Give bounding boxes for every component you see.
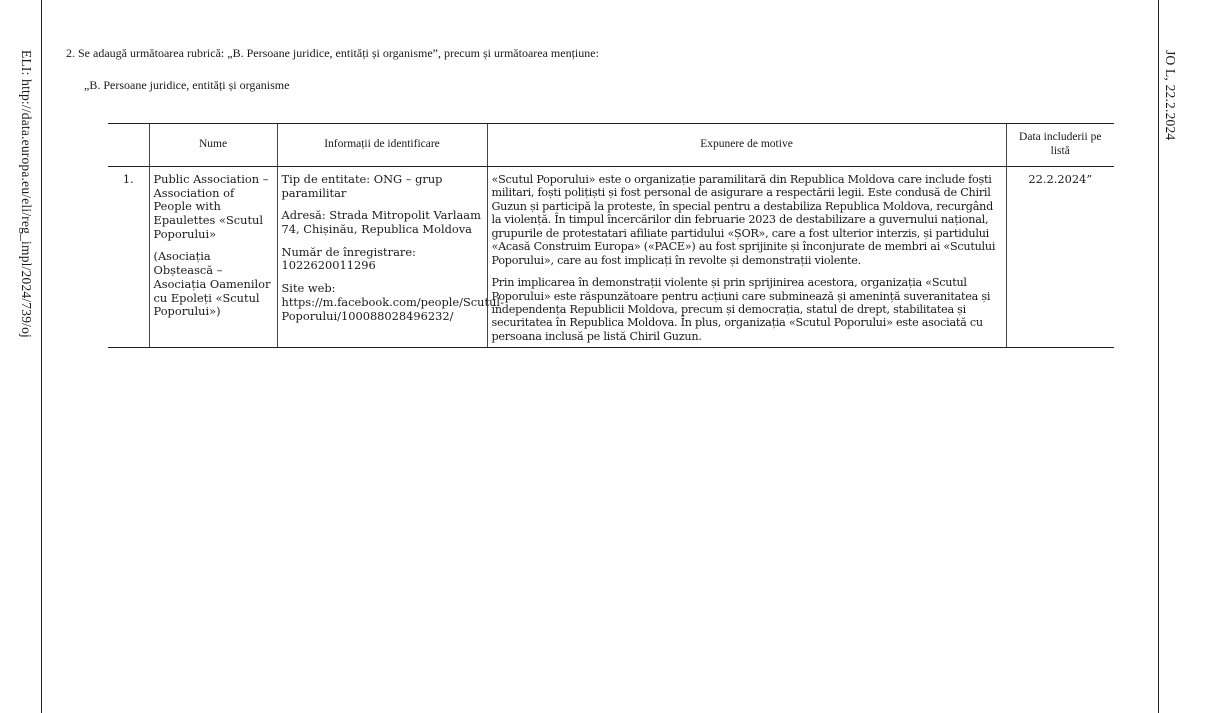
header-number: [108, 124, 149, 167]
row-number: 1.: [108, 167, 149, 348]
header-name: Nume: [149, 124, 277, 167]
website: Site web: https://m.facebook.com/people/Scutul-Poporului/100088028496232/: [281, 281, 504, 323]
amendment-paragraph: 2. Se adaugă următoarea rubrică: „B. Persoane juridice, entități și organisme”, precum și următoarea mențiune:: [66, 46, 599, 60]
registration-number: Număr de înregistrare: 1022620011296: [281, 244, 416, 273]
sanctions-table: [108, 123, 1114, 348]
header-identification: Informații de identificare: [277, 124, 487, 167]
reason-paragraph-1: «Scutul Poporului» este o organizație paramilitară din Republica Moldova care include foști militari, foști polițiști și fost personal de asigurare a respectării legii. Este condusă de Chiril Guzun și participă la proteste, în special pentru a destabiliza Republica Moldova, recurgând la violență. În timpul încercărilor din februarie 2023 de destabilizare a guvernului național, grupurile de protestatari afiliate partidului «ȘOR», care a fost ulterior interzis, și partidului «Acasă Construim Europa» («PACE») au fost sprijinite și înconjurate de membri ai «Scutului Poporului», care au fost implicați în revolte și demonstrații violente.: [491, 173, 996, 267]
reason-paragraph-2: Prin implicarea în demonstrații violente și prin sprijinirea acestora, organizația «Scutul Poporului» este răspunzătoare pentru acțiuni care subminează și amenință suveranitatea și independența Republicii Moldova, precum și democrația, statul de drept, stabilitatea și securitatea în Republica Moldova. În plus, organizația «Scutul Poporului» este asociată cu persoana inclusă pe listă Chiril Guzun.: [491, 276, 991, 343]
eli-reference: ELI: http://data.europa.eu/eli/reg_impl/2024/739/oj: [19, 50, 34, 339]
journal-reference: JO L, 22.2.2024: [1163, 50, 1178, 141]
header-reasons: Expunere de motive: [487, 124, 1006, 167]
entity-name-cell: [149, 167, 277, 348]
table-row: [108, 167, 1114, 348]
listing-date: 22.2.2024”: [1006, 167, 1114, 348]
identification-cell: [277, 167, 504, 348]
table-header-row: [108, 124, 1114, 167]
entity-address: Adresă: Strada Mitropolit Varlaam 74, Chișinău, Republica Moldova: [281, 208, 481, 237]
entity-name-romanian: (Asociația Obștească – Asociația Oamenilor cu Epoleți «Scutul Poporului»): [153, 249, 271, 319]
section-heading: „B. Persoane juridice, entități și organisme: [84, 78, 290, 92]
header-date: Data includerii pe listă: [1006, 124, 1114, 167]
entity-type: Tip de entitate: ONG – grup paramilitar: [281, 172, 443, 200]
entity-name-english: Public Association – Association of People with Epaulettes «Scutul Poporului»: [153, 172, 269, 241]
right-margin-rule: [1158, 0, 1159, 713]
reasons-cell: [487, 167, 1006, 348]
left-margin-rule: [41, 0, 42, 713]
